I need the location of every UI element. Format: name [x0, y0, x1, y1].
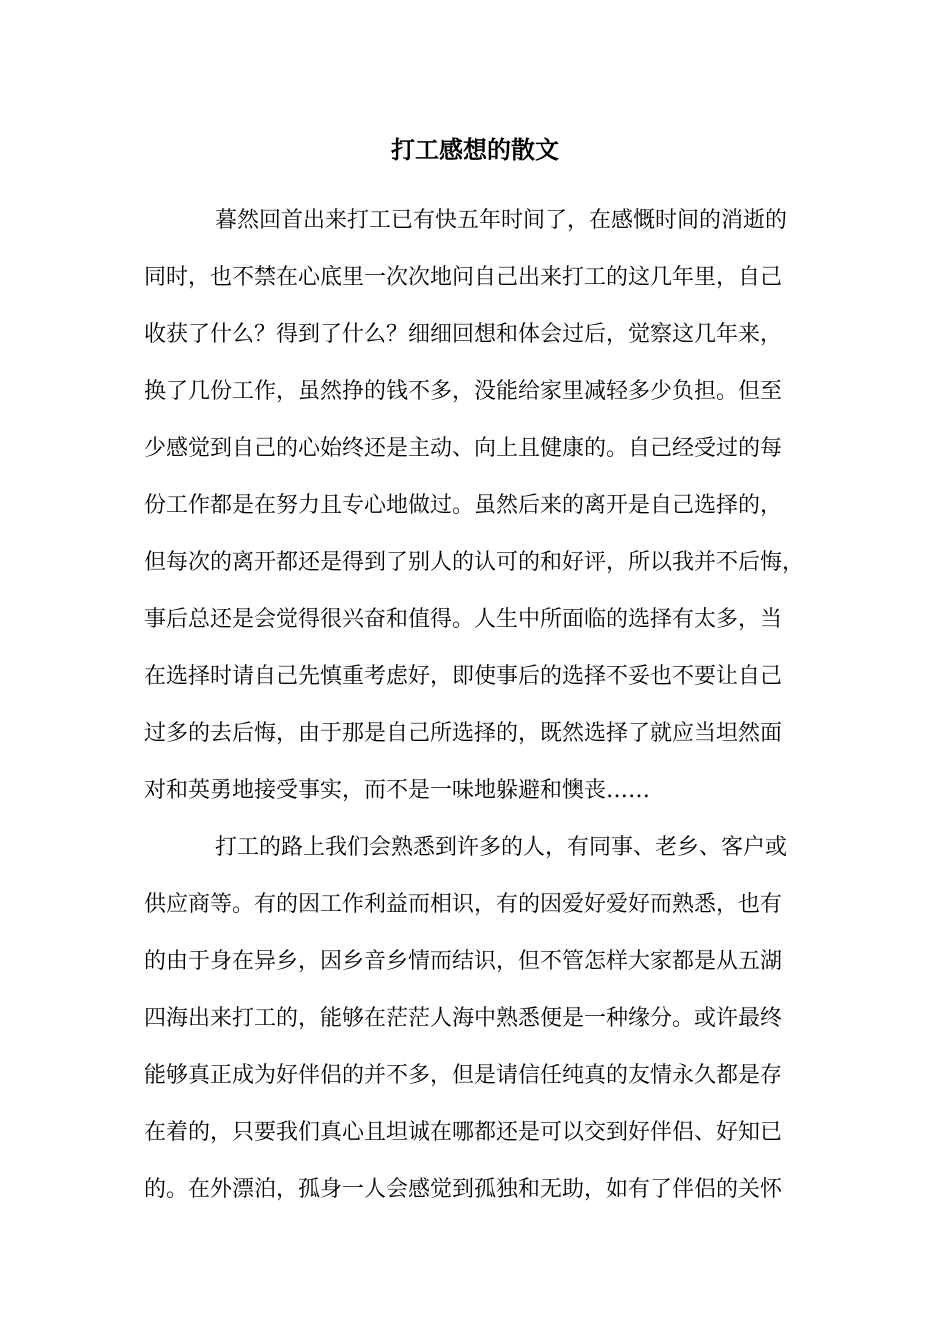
- paragraph-1-line-1: 暮然回首出来打工已有快五年时间了，在感慨时间的消逝的: [215, 208, 788, 233]
- paragraph-2-line-1: 打工的路上我们会熟悉到许多的人，有同事、老乡、客户或: [215, 835, 788, 860]
- paragraph-2-line-2: 供应商等。有的因工作利益而相识，有的因爱好爱好而熟悉，也有: [144, 892, 783, 917]
- paragraph-2-line-7: 的。在外漂泊，孤身一人会感觉到孤独和无助，如有了伴侣的关怀: [144, 1177, 783, 1202]
- paragraph-1-line-4: 换了几份工作，虽然挣的钱不多，没能给家里减轻多少负担。但至: [144, 379, 783, 404]
- paragraph-1-line-5: 少感觉到自己的心始终还是主动、向上且健康的。自己经受过的每: [144, 436, 783, 461]
- paragraph-1-line-6: 份工作都是在努力且专心地做过。虽然后来的离开是自己选择的，: [144, 493, 783, 518]
- paragraph-2-line-3: 的由于身在异乡，因乡音乡情而结识，但不管怎样大家都是从五湖: [144, 949, 783, 974]
- paragraph-2-line-5: 能够真正成为好伴侣的并不多，但是请信任纯真的友情永久都是存: [144, 1063, 783, 1088]
- paragraph-1-line-8: 事后总还是会觉得很兴奋和值得。人生中所面临的选择有太多，当: [144, 607, 783, 632]
- paragraph-1-line-2: 同时，也不禁在心底里一次次地问自己出来打工的这几年里，自己: [144, 265, 783, 290]
- paragraph-1-line-9: 在选择时请自己先慎重考虑好，即使事后的选择不妥也不要让自己: [144, 664, 783, 689]
- document-title: 打工感想的散文: [391, 135, 559, 164]
- paragraph-1-line-10: 过多的去后悔，由于那是自己所选择的，既然选择了就应当坦然面: [144, 721, 783, 746]
- paragraph-1-line-7: 但每次的离开都还是得到了别人的认可的和好评，所以我并不后悔，: [144, 550, 805, 575]
- paragraph-1-line-3: 收获了什么？得到了什么？细细回想和体会过后，觉察这几年来，: [144, 322, 783, 347]
- paragraph-2-line-6: 在着的，只要我们真心且坦诚在哪都还是可以交到好伴侣、好知已: [144, 1120, 783, 1145]
- paragraph-1-line-11: 对和英勇地接受事实，而不是一味地躲避和懊丧……: [144, 778, 651, 803]
- paragraph-2-line-4: 四海出来打工的，能够在茫茫人海中熟悉便是一种缘分。或许最终: [144, 1006, 783, 1031]
